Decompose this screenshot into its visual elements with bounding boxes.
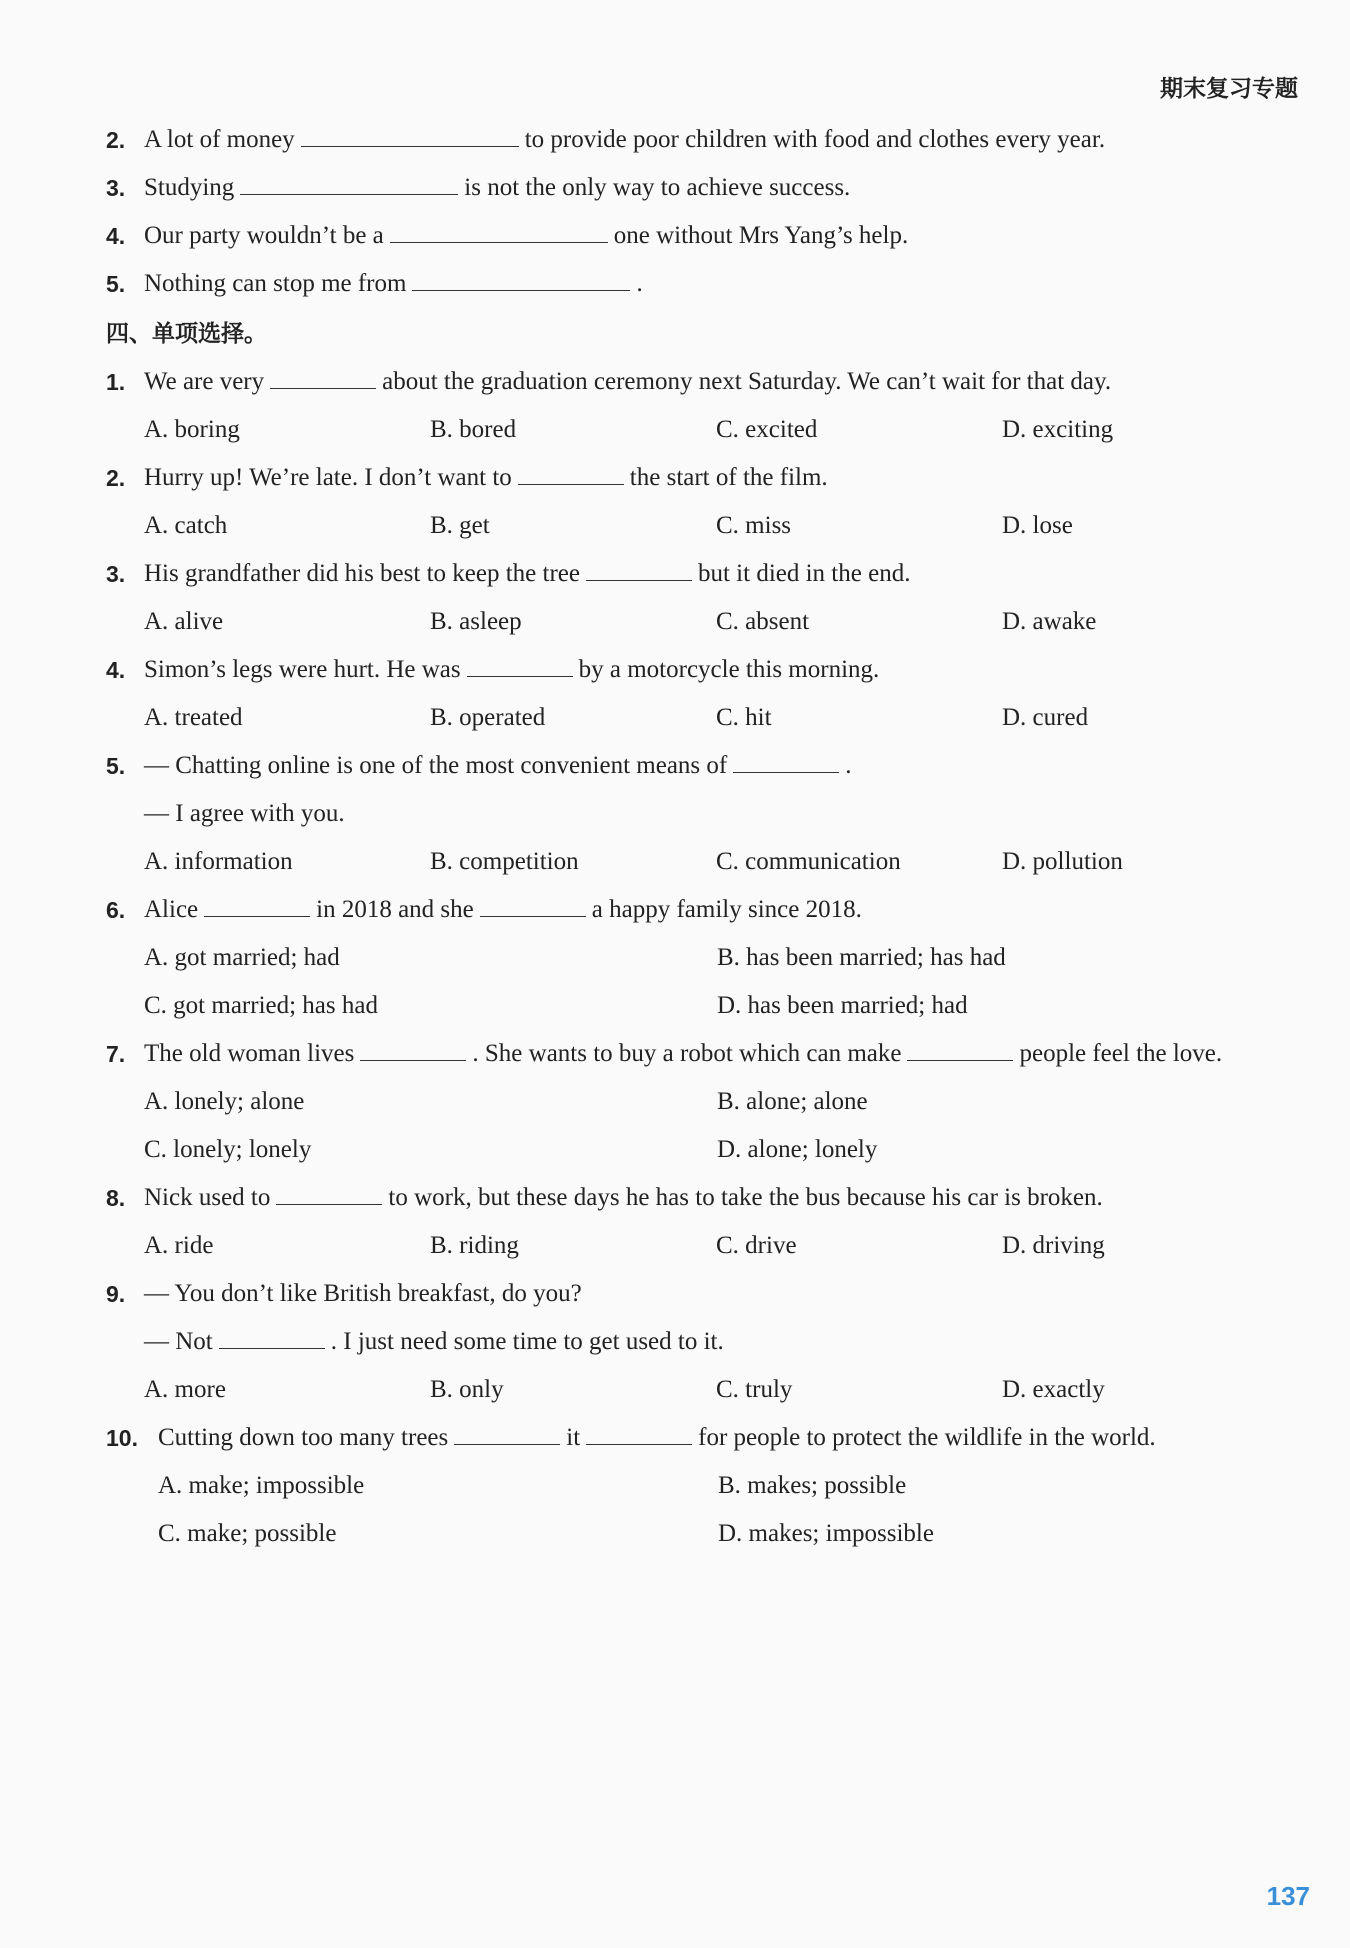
item-number: 1.: [106, 369, 126, 395]
item-number: 3.: [106, 561, 126, 587]
question-3: [106, 550, 1301, 598]
option-c[interactable]: C. make; possible: [158, 1520, 337, 1547]
answer-blank[interactable]: [586, 554, 692, 581]
answer-blank[interactable]: [480, 890, 586, 917]
options: [106, 934, 1301, 982]
question-text: The old woman lives: [144, 1040, 355, 1067]
option-c[interactable]: C. communication: [716, 848, 901, 875]
item-text: to provide poor children with food and clothes every year.: [524, 126, 1106, 153]
option-d[interactable]: D. pollution: [1002, 848, 1123, 875]
question-text: to work, but these days he has to take the bus because his car is broken.: [388, 1184, 1103, 1211]
answer-blank[interactable]: [467, 650, 573, 677]
answer-blank[interactable]: [276, 1178, 382, 1205]
option-b[interactable]: B. get: [430, 512, 490, 539]
option-b[interactable]: B. riding: [430, 1232, 519, 1259]
option-a[interactable]: A. boring: [144, 416, 240, 443]
answer-blank[interactable]: [390, 216, 608, 243]
item-number: 10.: [106, 1425, 138, 1451]
question-text: — Chatting online is one of the most convenient means of: [144, 752, 728, 779]
option-d[interactable]: D. cured: [1002, 704, 1089, 731]
question-text: Nick used to: [144, 1184, 271, 1211]
question-7: [106, 1030, 1301, 1078]
question-text: about the graduation ceremony next Saturday. We can’t wait for that day.: [382, 368, 1112, 395]
option-a[interactable]: A. information: [144, 848, 293, 875]
answer-blank[interactable]: [240, 168, 458, 195]
reply-text: . I just need some time to get used to it.: [330, 1328, 724, 1355]
item-number: 3.: [106, 175, 126, 201]
item-number: 4.: [106, 657, 126, 683]
option-c[interactable]: C. absent: [716, 608, 810, 635]
item-number: 5.: [106, 271, 126, 297]
answer-blank[interactable]: [270, 362, 376, 389]
dialogue-reply: — I agree with you.: [144, 800, 345, 827]
item-text: one without Mrs Yang’s help.: [613, 222, 909, 249]
option-b[interactable]: B. has been married; has had: [717, 944, 1006, 971]
option-b[interactable]: B. asleep: [430, 608, 522, 635]
reply-text: — Not: [144, 1328, 213, 1355]
content: [106, 116, 1301, 1558]
question-text: Hurry up! We’re late. I don’t want to: [144, 464, 512, 491]
question-text: His grandfather did his best to keep the tree: [144, 560, 580, 587]
question-9: [106, 1270, 1301, 1318]
question-5: [106, 742, 1301, 790]
question-text: for people to protect the wildlife in the world.: [698, 1424, 1156, 1451]
option-a[interactable]: A. treated: [144, 704, 243, 731]
question-text: the start of the film.: [629, 464, 828, 491]
item-number: 9.: [106, 1281, 126, 1307]
question-2: [106, 454, 1301, 502]
answer-blank[interactable]: [204, 890, 310, 917]
item-text: Our party wouldn’t be a: [144, 222, 384, 249]
option-c[interactable]: C. hit: [716, 704, 772, 731]
option-c[interactable]: C. got married; has had: [144, 992, 378, 1019]
fill-item: [106, 212, 1301, 260]
options: [106, 694, 1301, 742]
question-8: [106, 1174, 1301, 1222]
option-a[interactable]: A. ride: [144, 1232, 214, 1259]
answer-blank[interactable]: [412, 264, 630, 291]
option-d[interactable]: D. lose: [1002, 512, 1073, 539]
answer-blank[interactable]: [301, 120, 519, 147]
option-c[interactable]: C. drive: [716, 1232, 797, 1259]
question-text: Simon’s legs were hurt. He was: [144, 656, 461, 683]
question-6: [106, 886, 1301, 934]
fill-item: [106, 116, 1301, 164]
question-text: .: [845, 752, 852, 779]
option-a[interactable]: A. catch: [144, 512, 228, 539]
option-d[interactable]: D. exciting: [1002, 416, 1114, 443]
options: [106, 982, 1301, 1030]
item-number: 6.: [106, 897, 126, 923]
options: [106, 1510, 1301, 1558]
fill-item: [106, 260, 1301, 308]
item-text: A lot of money: [144, 126, 295, 153]
option-d[interactable]: D. exactly: [1002, 1376, 1105, 1403]
option-b[interactable]: B. makes; possible: [718, 1472, 907, 1499]
option-b[interactable]: B. operated: [430, 704, 546, 731]
question-text: people feel the love.: [1019, 1040, 1223, 1067]
question-4: [106, 646, 1301, 694]
item-number: 7.: [106, 1041, 126, 1067]
option-d[interactable]: D. driving: [1002, 1232, 1105, 1259]
options: [106, 598, 1301, 646]
answer-blank[interactable]: [454, 1418, 560, 1445]
item-number: 8.: [106, 1185, 126, 1211]
page-header: 期末复习专题: [1160, 76, 1298, 102]
options: [106, 406, 1301, 454]
question-1: [106, 358, 1301, 406]
options: [106, 1366, 1301, 1414]
question-text: it: [566, 1424, 581, 1451]
option-b[interactable]: B. bored: [430, 416, 517, 443]
item-text: is not the only way to achieve success.: [464, 174, 851, 201]
option-c[interactable]: C. truly: [716, 1376, 793, 1403]
option-c[interactable]: C. lonely; lonely: [144, 1136, 312, 1163]
item-text: Nothing can stop me from: [144, 270, 407, 297]
question-text: . She wants to buy a robot which can make: [472, 1040, 902, 1067]
option-a[interactable]: A. make; impossible: [158, 1472, 365, 1499]
options: [106, 1078, 1301, 1126]
dialogue-reply: [106, 1318, 1301, 1366]
item-text: .: [636, 270, 643, 297]
question-text: a happy family since 2018.: [591, 896, 862, 923]
item-text: Studying: [144, 174, 235, 201]
option-a[interactable]: A. more: [144, 1376, 226, 1403]
item-number: 2.: [106, 465, 126, 491]
fill-item: [106, 164, 1301, 212]
options: [106, 838, 1301, 886]
option-d[interactable]: D. awake: [1002, 608, 1097, 635]
question-text: Cutting down too many trees: [158, 1424, 449, 1451]
section-title: 四、单项选择。: [106, 321, 267, 347]
question-text: but it died in the end.: [697, 560, 911, 587]
answer-blank[interactable]: [219, 1322, 325, 1349]
option-a[interactable]: A. lonely; alone: [144, 1088, 305, 1115]
question-text: in 2018 and she: [316, 896, 474, 923]
item-number: 2.: [106, 127, 126, 153]
option-d[interactable]: D. makes; impossible: [718, 1520, 934, 1547]
option-a[interactable]: A. alive: [144, 608, 224, 635]
option-a[interactable]: A. got married; had: [144, 944, 340, 971]
answer-blank[interactable]: [518, 458, 624, 485]
options: [106, 1126, 1301, 1174]
question-text: We are very: [144, 368, 265, 395]
answer-blank[interactable]: [360, 1034, 466, 1061]
question-10: [106, 1414, 1301, 1462]
option-c[interactable]: C. miss: [716, 512, 792, 539]
question-text: by a motorcycle this morning.: [578, 656, 880, 683]
options: [106, 1462, 1301, 1510]
options: [106, 502, 1301, 550]
option-b[interactable]: B. only: [430, 1376, 504, 1403]
option-b[interactable]: B. competition: [430, 848, 579, 875]
question-text: — You don’t like British breakfast, do you?: [144, 1280, 582, 1307]
question-text: Alice: [144, 896, 199, 923]
option-d[interactable]: D. has been married; had: [717, 992, 968, 1019]
answer-blank[interactable]: [907, 1034, 1013, 1061]
item-number: 4.: [106, 223, 126, 249]
answer-blank[interactable]: [733, 746, 839, 773]
answer-blank[interactable]: [586, 1418, 692, 1445]
option-b[interactable]: B. alone; alone: [717, 1088, 868, 1115]
option-c[interactable]: C. excited: [716, 416, 818, 443]
page-number: 137: [1266, 1881, 1310, 1911]
option-d[interactable]: D. alone; lonely: [717, 1136, 878, 1163]
options: [106, 1222, 1301, 1270]
item-number: 5.: [106, 753, 126, 779]
